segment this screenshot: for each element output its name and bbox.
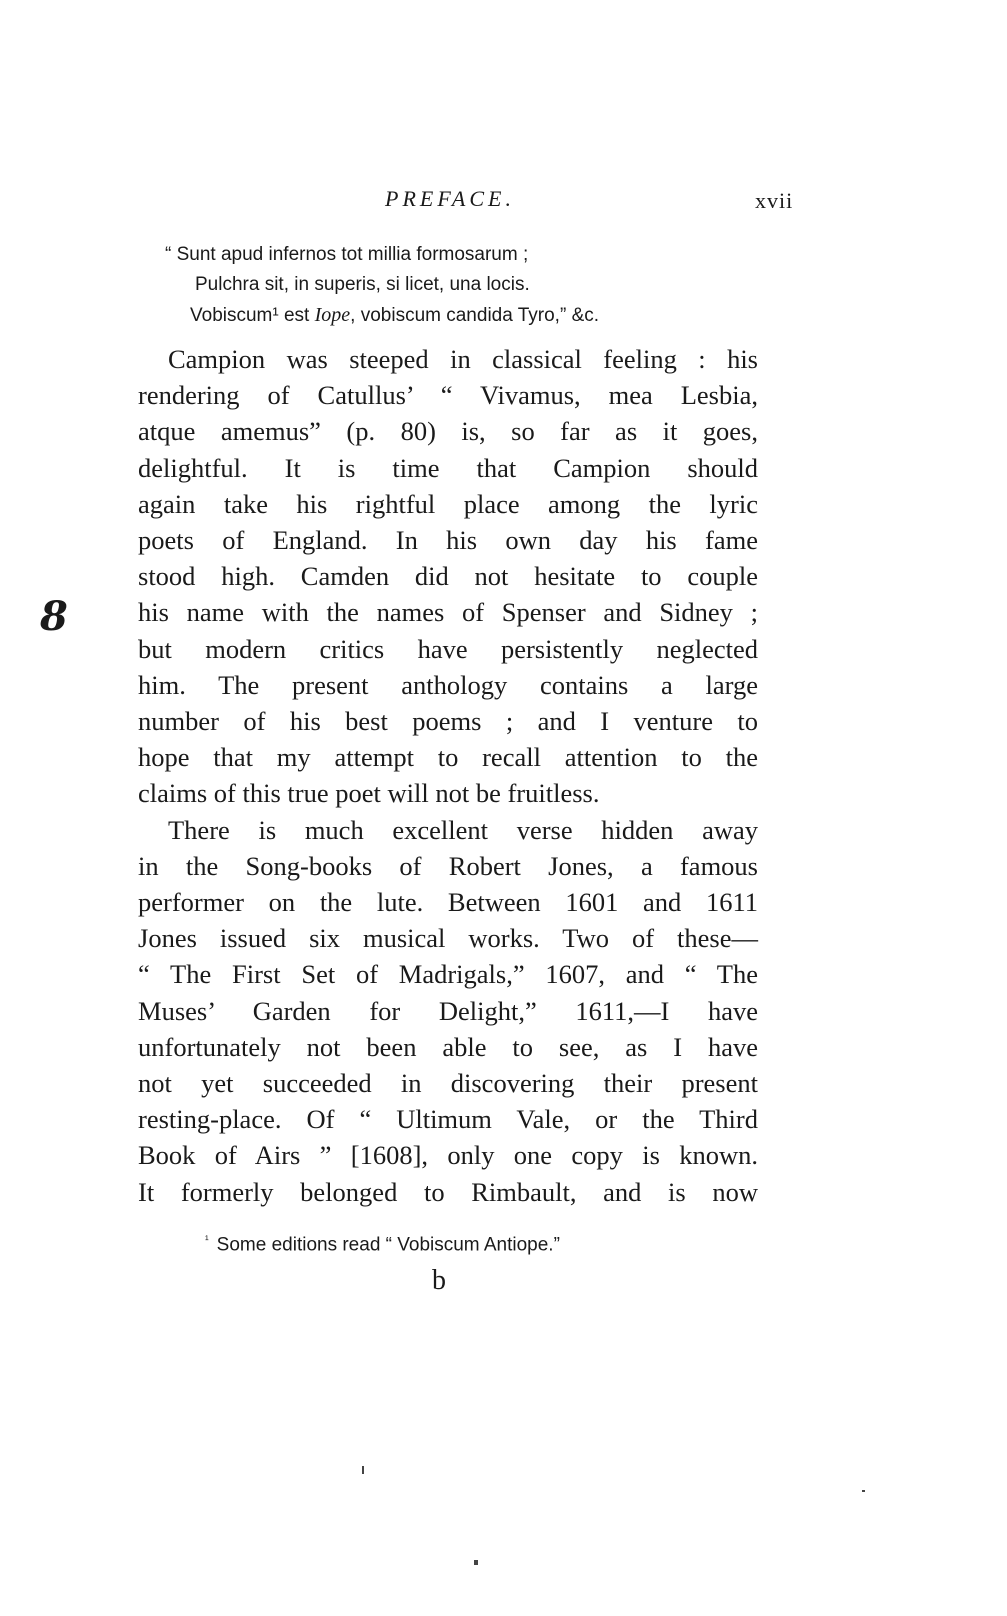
text-line: poets of England. In his own day his fame xyxy=(138,525,758,556)
footnote xyxy=(205,1234,560,1256)
quote-line-2: Pulchra sit, in superis, si licet, una locis. xyxy=(195,274,530,295)
text-line: performer on the lute. Between 1601 and 1611 xyxy=(138,887,758,918)
signature-mark: b xyxy=(432,1265,446,1296)
scan-speck xyxy=(862,1490,865,1492)
text-line: in the Song-books of Robert Jones, a famous xyxy=(138,850,758,881)
quote-line-3 xyxy=(140,300,780,331)
text-line: Book of Airs ” [1608], only one copy is known. xyxy=(138,1140,758,1171)
text-line: Campion was steeped in classical feeling : his xyxy=(168,344,758,374)
quote-line-3-est: est xyxy=(278,305,315,326)
text-line: atque amemus” (p. 80) is, so far as it goes, xyxy=(138,416,758,447)
text-line: delightful. It is time that Campion should xyxy=(138,452,758,483)
body-text xyxy=(138,341,758,1210)
text-line: not yet succeeded in discovering their present xyxy=(138,1068,758,1099)
quote-line-1: “ Sunt apud infernos tot millia formosarum ; xyxy=(165,244,529,265)
footnote-mark: ¹ xyxy=(205,1234,209,1246)
paragraph-campion xyxy=(138,341,758,812)
text-line: number of his best poems ; and I venture to xyxy=(138,706,758,737)
text-line: but modern critics have persistently neglected xyxy=(138,633,758,664)
text-line: It formerly belonged to Rimbault, and is now xyxy=(138,1176,758,1207)
quote-line-3-end: , vobiscum candida Tyro,” &c. xyxy=(350,305,600,326)
text-line: his name with the names of Spenser and Sidney ; xyxy=(138,597,758,628)
quote-italic-name: Iope xyxy=(314,304,351,326)
text-line: Muses’ Garden for Delight,” 1611,—I have xyxy=(138,995,758,1026)
text-line: rendering of Catullus’ “ Vivamus, mea Lesbia, xyxy=(138,380,758,411)
latin-quotation xyxy=(140,240,780,331)
text-line: claims of this true poet will not be fruitless. xyxy=(138,778,600,809)
scan-speck xyxy=(362,1466,364,1474)
text-line: him. The present anthology contains a large xyxy=(138,669,758,700)
text-line: unfortunately not been able to see, as I have xyxy=(138,1031,758,1062)
footnote-reference: ¹ xyxy=(272,305,279,326)
text-line: Jones issued six musical works. Two of these— xyxy=(138,923,758,954)
text-line: stood high. Camden did not hesitate to couple xyxy=(138,561,758,592)
running-header-title: PREFACE. xyxy=(385,186,515,211)
text-line: hope that my attempt to recall attention to the xyxy=(138,742,758,773)
margin-annotation: 8 xyxy=(40,593,68,640)
text-line: again take his rightful place among the lyric xyxy=(138,488,758,519)
paragraph-jones xyxy=(138,812,758,1210)
page-number: xvii xyxy=(755,188,794,213)
quote-line-3-start: Vobiscum xyxy=(190,305,273,326)
text-line: There is much excellent verse hidden away xyxy=(168,814,758,845)
text-line: resting-place. Of “ Ultimum Vale, or the Third xyxy=(138,1104,758,1135)
footnote-text: Some editions read “ Vobiscum Antiope.” xyxy=(216,1234,560,1256)
scan-speck xyxy=(474,1560,478,1565)
text-line: “ The First Set of Madrigals,” 1607, and “ The xyxy=(138,959,758,990)
